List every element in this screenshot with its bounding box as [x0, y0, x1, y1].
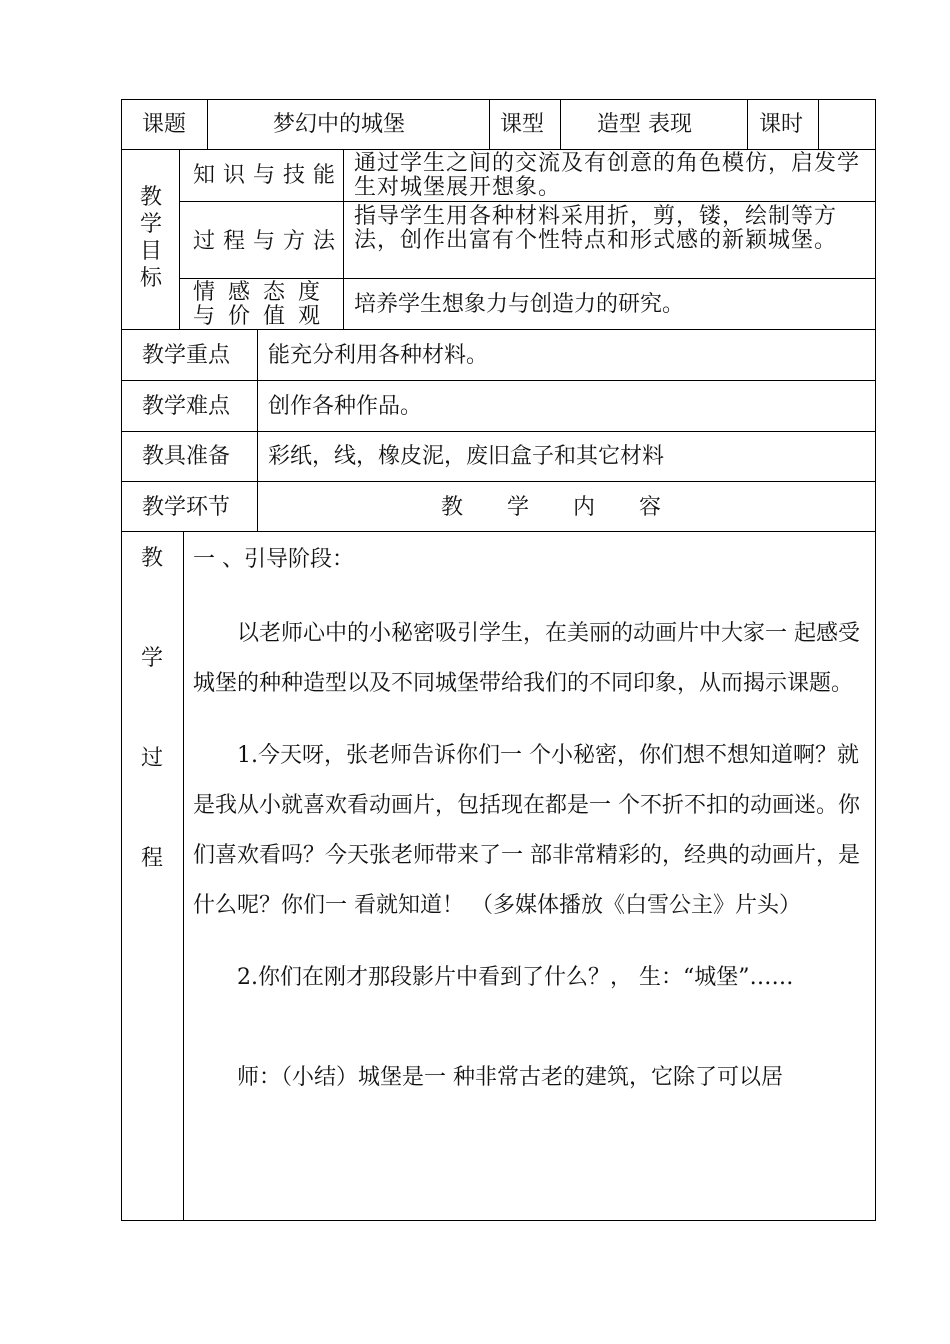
grid-line [121, 149, 876, 150]
key-point-label: 教学重点 [142, 343, 231, 368]
difficulty-label: 教学难点 [142, 394, 231, 419]
materials-value: 彩纸，线，橡皮泥，废旧盒子和其它材料 [268, 444, 665, 469]
grid-line [121, 531, 876, 532]
objective-label-attitude-line1: 情 感 态 度 [193, 280, 323, 305]
grid-line [179, 149, 180, 329]
process-paragraph: 2.你们在刚才那段影片中看到了什么？， 生：“城堡”…… [193, 965, 794, 990]
objectives-label: 教学目标 [140, 185, 163, 291]
process-paragraph: 师：（小结）城堡是一 种非常古老的建筑，它除了可以居 [193, 1065, 783, 1090]
objective-label-process: 过程与方法 [193, 229, 344, 254]
grid-line [343, 149, 344, 329]
grid-line [121, 431, 876, 432]
grid-line [207, 99, 208, 150]
process-label-char: 过 [141, 746, 164, 771]
grid-line [121, 481, 876, 482]
section-content-header: 教 学 内 容 [441, 495, 662, 520]
type-value: 造型 表现 [597, 112, 692, 137]
grid-line [489, 99, 490, 150]
topic-value: 梦幻中的城堡 [273, 112, 406, 137]
table-border-bottom [121, 1220, 876, 1221]
table-border-right [875, 99, 876, 1221]
process-paragraph [193, 1003, 867, 1053]
objective-text-knowledge: 通过学生之间的交流及有创意的角色模仿，启发学生对城堡展开想象。 [354, 151, 861, 200]
hours-label: 课时 [759, 112, 804, 137]
key-point-value: 能充分利用各种材料。 [268, 343, 489, 368]
objective-text-process: 指导学生用各种材料采用折，剪，镂，绘制等方法，创作出富有个性特点和形式感的新颖城堡。 [354, 204, 838, 253]
process-paragraph: 一 、引导阶段： [193, 547, 354, 572]
objective-text-attitude: 培养学生想象力与创造力的研究。 [354, 292, 685, 317]
process-paragraph: 1.今天呀，张老师告诉你们一 个小秘密，你们想不想知道啊？就是我从小就喜欢看动画片，包括现在都是一 个不折不扣的动画迷。你们喜欢看吗？今天张老师带来了一 部非常精彩的，经典的动画片，是什么呢？你们一 看就知道！ （多媒体播放《白雪公主》片头） [193, 743, 860, 918]
process-label-char: 学 [141, 646, 164, 671]
process-paragraph: 以老师心中的小秘密吸引学生，在美丽的动画片中大家一 起感受城堡的种种造型以及不同城堡带给我们的不同印象，从而揭示课题。 [193, 621, 860, 696]
grid-line [747, 99, 748, 150]
grid-line [183, 531, 184, 1221]
difficulty-value: 创作各种作品。 [268, 394, 423, 419]
grid-line [121, 329, 876, 330]
table-border-top [121, 99, 876, 100]
topic-label: 课题 [142, 112, 187, 137]
grid-line [818, 99, 819, 150]
grid-line [121, 380, 876, 381]
type-label: 课型 [500, 112, 545, 137]
materials-label: 教具准备 [142, 444, 231, 469]
process-label-char: 教 [141, 546, 164, 571]
process-body [193, 535, 867, 1103]
section-label: 教学环节 [142, 495, 231, 520]
objective-label-knowledge: 知识与技能 [193, 163, 344, 188]
grid-line [179, 201, 876, 202]
objective-label-attitude-line2: 与 价 值 观 [193, 304, 323, 329]
process-label-char: 程 [141, 846, 164, 871]
table-border-left [121, 99, 122, 1221]
grid-line [560, 99, 561, 150]
grid-line [179, 278, 876, 279]
